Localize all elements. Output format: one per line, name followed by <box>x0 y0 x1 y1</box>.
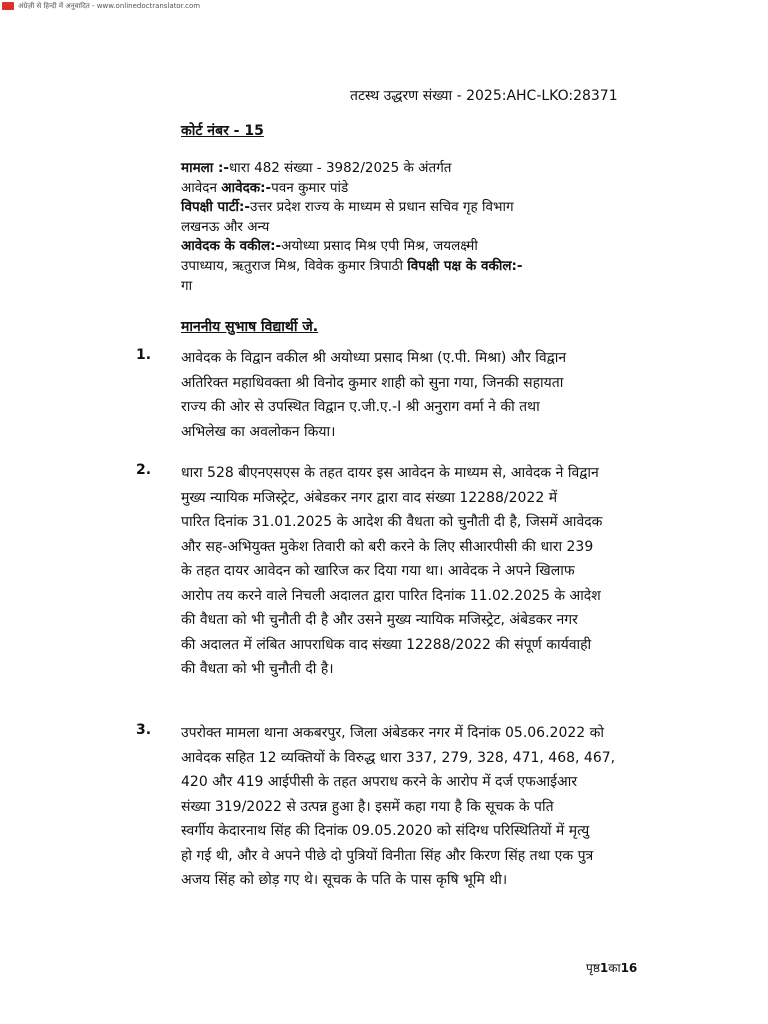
paragraph-line: आरोप तय करने वाले निचली अदालत द्वारा पारित दिनांक 11.02.2025 के आदेश <box>181 587 601 604</box>
current-page: 1 <box>599 961 609 975</box>
matter-row <box>181 159 522 179</box>
banner-text: अंग्रेज़ी से हिन्दी में अनुवादित - www.onlinedoctranslator.com <box>18 1 201 10</box>
applicant-prefix: आवेदन <box>181 179 222 196</box>
paragraph-1 <box>181 346 681 444</box>
paragraph-line: संख्या 319/2022 से उत्पन्न हुआ है। इसमें कहा गया है कि सूचक के पति <box>181 798 554 815</box>
total-pages: 16 <box>620 961 638 975</box>
counsel-line2: उपाध्याय, ऋतुराज मिश्र, विवेक कुमार त्रिपाठी <box>181 257 408 274</box>
paragraph-line: और सह-अभियुक्त मुकेश तिवारी को बरी करने के लिए सीआरपीसी की धारा 239 <box>181 538 594 555</box>
matter-label: मामला :- <box>181 160 229 176</box>
translator-banner <box>0 0 200 12</box>
counsel-row-2 <box>181 257 522 277</box>
paragraph-line: अतिरिक्त महाधिवक्ता श्री विनोद कुमार शाही को सुना गया, जिनकी सहायता <box>181 374 564 391</box>
paragraph-number: 2. <box>136 462 152 478</box>
opposite-counsel-label: विपक्षी पक्ष के वकील:- <box>407 257 523 274</box>
footer-prefix: पृष्ठ <box>586 961 600 975</box>
court-number: कोर्ट नंबर - 15 <box>181 123 264 139</box>
paragraph-line: की वैधता को भी चुनौती दी है। <box>181 661 334 677</box>
paragraph-line: अभिलेख का अवलोकन किया। <box>181 423 336 440</box>
paragraph-2 <box>181 461 681 682</box>
opposite-counsel-row <box>181 277 522 297</box>
opposite-party-row-2 <box>181 218 522 238</box>
paragraph-3 <box>181 721 681 893</box>
case-details <box>181 159 522 296</box>
opposite-party-line1: उत्तर प्रदेश राज्य के माध्यम से प्रधान सचिव गृह विभाग <box>250 199 514 216</box>
counsel-line1: अयोध्या प्रसाद मिश्र एपी मिश्र, जयलक्ष्मी <box>281 238 478 255</box>
counsel-row <box>181 237 522 257</box>
paragraph-line: की वैधता को भी चुनौती दी है और उसने मुख्य न्यायिक मजिस्ट्रेट, अंबेडकर नगर <box>181 612 578 628</box>
neutral-citation: तटस्थ उद्धरण संख्या - 2025:AHC-LKO:28371 <box>350 88 618 104</box>
paragraph-line: की अदालत में लंबित आपराधिक वाद संख्या 12288/2022 की संपूर्ण कार्यवाही <box>181 636 592 653</box>
paragraph-line: धारा 528 बीएनएसएस के तहत दायर इस आवेदन के माध्यम से, आवेदक ने विद्वान <box>181 465 599 481</box>
paragraph-number: 3. <box>136 722 152 738</box>
opposite-party-row <box>181 198 522 218</box>
paragraph-line: अजय सिंह को छोड़ गए थे। सूचक के पति के पास कृषि भूमि थी। <box>181 872 508 888</box>
applicant-row <box>181 179 522 199</box>
paragraph-line: स्वर्गीय केदारनाथ सिंह की दिनांक 09.05.2020 को संदिग्ध परिस्थितियों में मृत्यु <box>181 823 590 839</box>
paragraph-line: उपरोक्त मामला थाना अकबरपुर, जिला अंबेडकर नगर में दिनांक 05.06.2022 को <box>181 725 604 741</box>
opposite-party-label: विपक्षी पार्टी:- <box>181 199 251 216</box>
page-footer <box>586 959 637 976</box>
footer-middle: का <box>608 961 621 975</box>
paragraph-number: 1. <box>136 347 152 363</box>
matter-value: धारा 482 संख्या - 3982/2025 के अंतर्गत <box>229 160 452 176</box>
opposite-party-line2: लखनऊ और अन्य <box>181 218 270 235</box>
paragraph-line: मुख्य न्यायिक मजिस्ट्रेट, अंबेडकर नगर द्वारा वाद संख्या 12288/2022 में <box>181 489 558 506</box>
translator-logo-icon <box>2 2 14 10</box>
opposite-counsel-value: गा <box>181 277 193 294</box>
counsel-label: आवेदक के वकील:- <box>181 238 282 255</box>
applicant-value: पवन कुमार पांडे <box>271 179 349 196</box>
paragraph-line: आवेदक सहित 12 व्यक्तियों के विरुद्ध धारा 337, 279, 328, 471, 468, 467, <box>181 749 616 766</box>
paragraph-line: के तहत दायर आवेदन को खारिज कर दिया गया था। आवेदक ने अपने खिलाफ <box>181 563 575 579</box>
paragraph-line: आवेदक के विद्वान वकील श्री अयोध्या प्रसाद मिश्रा (ए.पी. मिश्रा) और विद्वान <box>181 350 567 366</box>
applicant-label: आवेदक:- <box>221 179 272 196</box>
paragraph-line: 420 और 419 आईपीसी के तहत अपराध करने के आरोप में दर्ज एफआईआर <box>181 774 578 790</box>
paragraph-line: पारित दिनांक 31.01.2025 के आदेश की वैधता को चुनौती दी है, जिसमें आवेदक <box>181 514 603 530</box>
paragraph-line: राज्य की ओर से उपस्थित विद्वान ए.जी.ए.-I श्री अनुराग वर्मा ने की तथा <box>181 399 540 415</box>
paragraph-line: हो गई थी, और वे अपने पीछे दो पुत्रियों विनीता सिंह और किरण सिंह तथा एक पुत्र <box>181 847 594 864</box>
judge-name: माननीय सुभाष विद्यार्थी जे. <box>181 319 319 335</box>
